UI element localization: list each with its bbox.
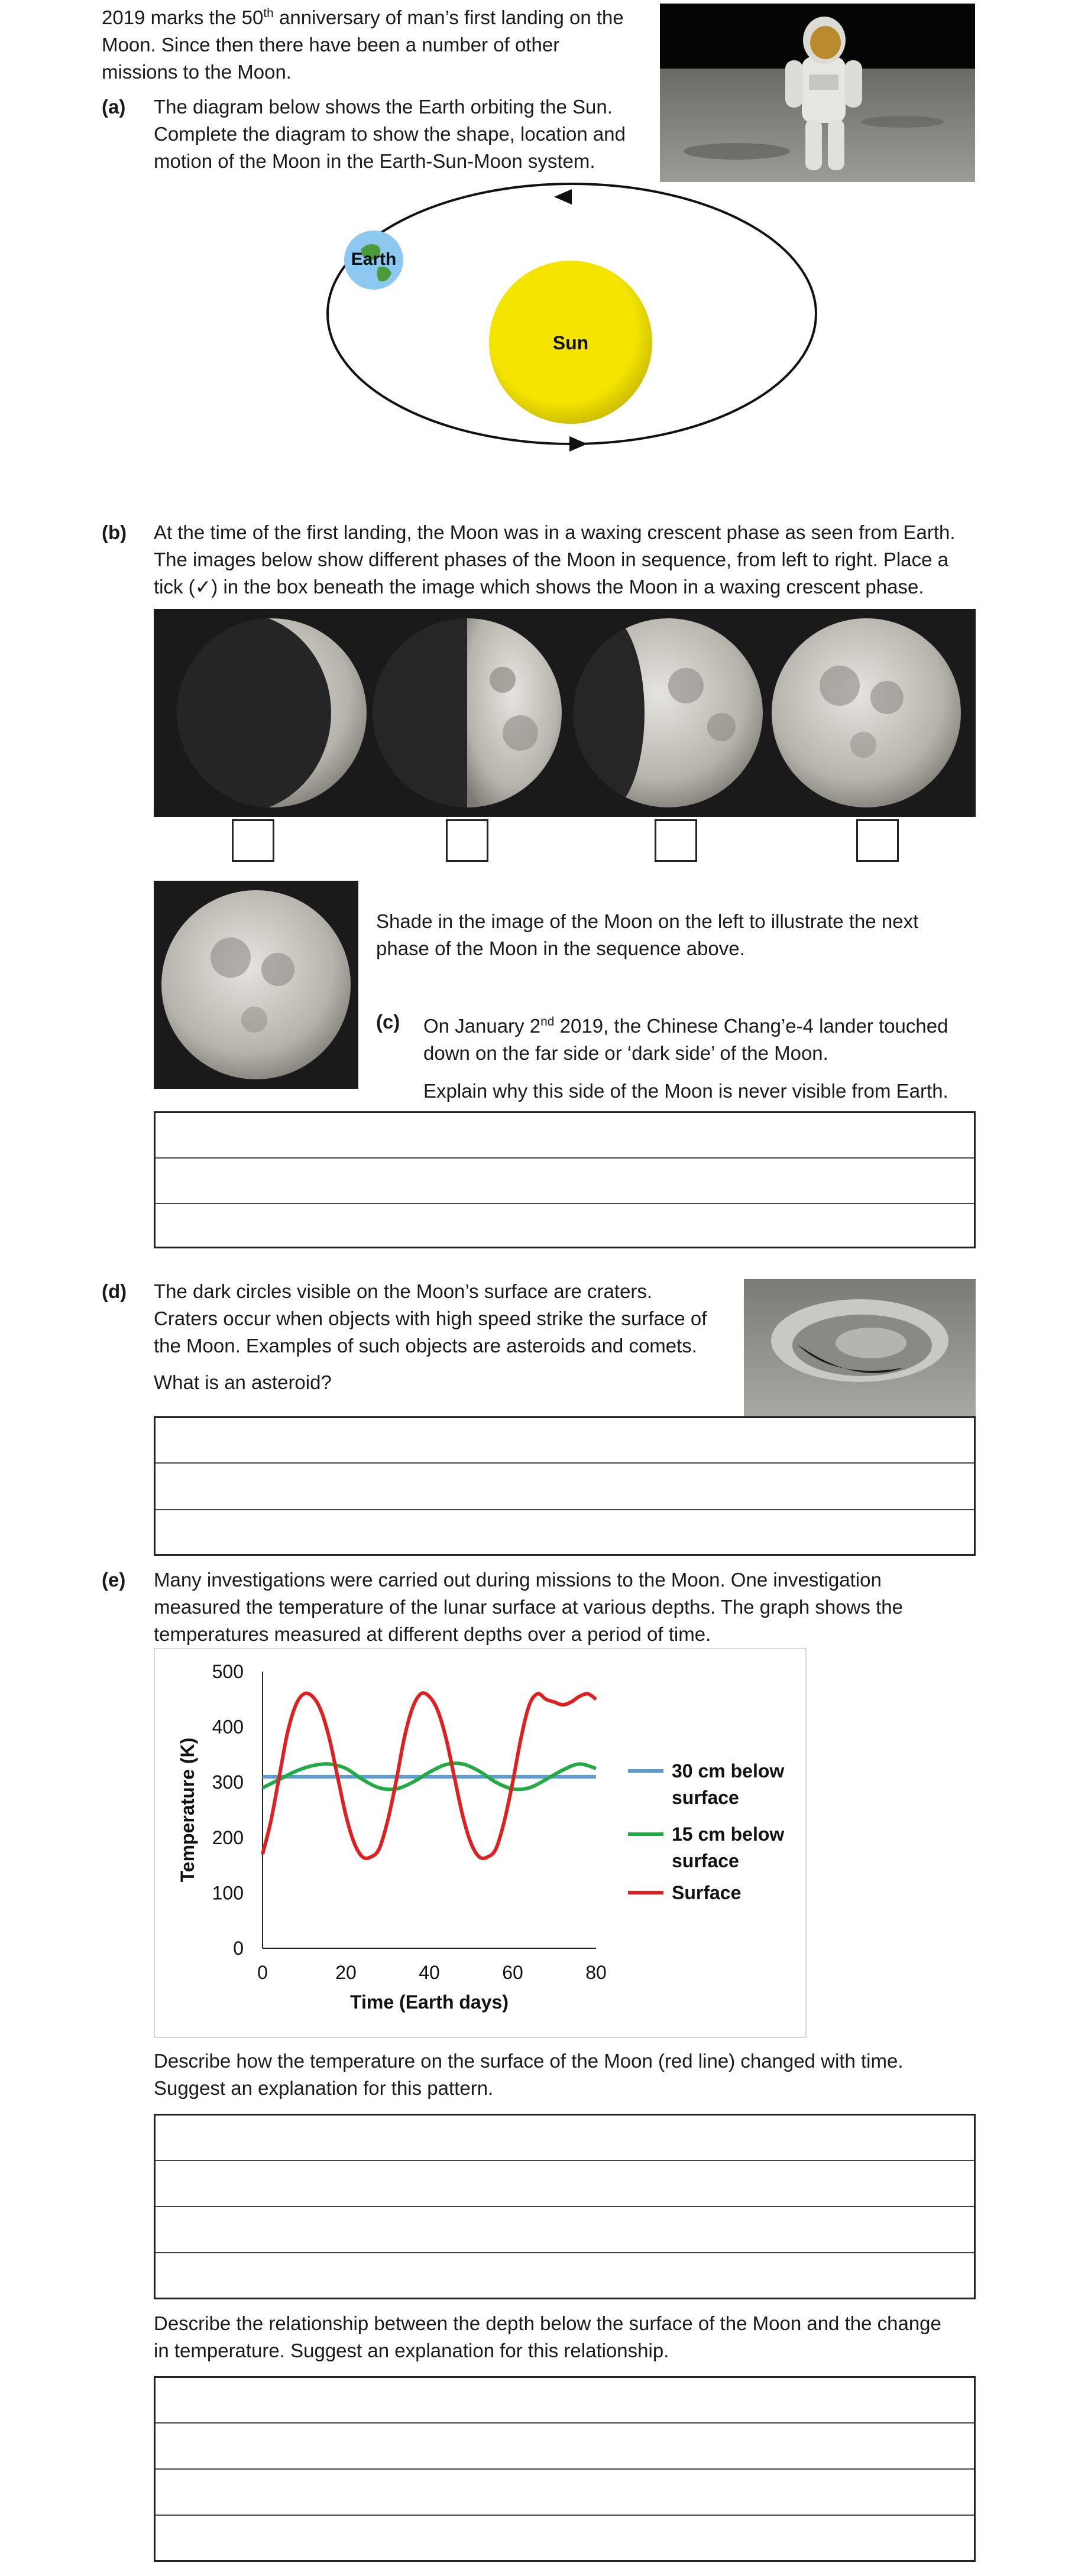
shade-instruction [376, 908, 979, 962]
part-b-line-3: tick (✓) in the box beneath the image which shows the Moon in a waxing crescent phase. [154, 576, 924, 598]
part-c-line-1: On January 2nd 2019, the Chinese Chang’e-4 lander touched [423, 1015, 948, 1037]
legend-label-1: 30 cm below [672, 1760, 785, 1782]
answer-line [156, 1203, 974, 1204]
shade-line-2: phase of the Moon in the sequence above. [376, 937, 745, 959]
part-a-label: (a) [102, 96, 126, 118]
part-b-line-2: The images below show different phases of the Moon in sequence, from left to right. Place a [154, 549, 948, 570]
part-b-line-1: At the time of the first landing, the Moon was in a waxing crescent phase as seen from Earth. [154, 521, 956, 543]
answer-line [156, 1157, 974, 1159]
x-tick-labels [257, 1962, 607, 1983]
part-a-line-2: Complete the diagram to show the shape, location and [154, 123, 626, 145]
intro-line-1: 2019 marks the 50th anniversary of man’s first landing on the [102, 7, 624, 28]
legend-label-1-cont: surface [672, 1787, 739, 1808]
y-tick-label: 0 [233, 1938, 244, 1959]
intro-paragraph [102, 0, 652, 86]
part-e-line-2: measured the temperature of the lunar surface at various depths. The graph shows the [154, 1596, 903, 1618]
x-axis-label: Time (Earth days) [350, 1991, 509, 2013]
y-tick-label: 200 [212, 1826, 244, 1848]
y-axis-label: Temperature (K) [177, 1737, 198, 1883]
part-e-question-2 [154, 2310, 1041, 2364]
astronaut-image [660, 4, 975, 182]
astronaut-photo [660, 4, 975, 182]
x-tick-label: 60 [502, 1962, 523, 1983]
orbit-arrow-bottom [569, 436, 587, 452]
y-tick-labels [212, 1661, 244, 1959]
part-e-text [154, 1566, 1041, 1648]
answer-line [156, 2160, 974, 2161]
legend-label-3: Surface [672, 1882, 742, 1903]
part-e-q1-line-1: Describe how the temperature on the surface of the Moon (red line) changed with time. [154, 2050, 904, 2072]
y-tick-label: 500 [212, 1661, 244, 1682]
part-d-line-2: Craters occur when objects with high speed strike the surface of [154, 1308, 707, 1329]
y-tick-label: 400 [212, 1716, 244, 1738]
answer-line [156, 2206, 974, 2207]
part-e-line-1: Many investigations were carried out during missions to the Moon. One investigation [154, 1569, 882, 1591]
part-d-label: (d) [102, 1280, 127, 1302]
crater-photo [744, 1279, 976, 1416]
x-tick-label: 20 [335, 1962, 357, 1983]
sun-label: Sun [552, 332, 589, 353]
part-e-q1-line-2: Suggest an explanation for this pattern. [154, 2077, 494, 2099]
moon-shade-image[interactable] [154, 881, 358, 1089]
part-d-line-3: the Moon. Examples of such objects are asteroids and comets. [154, 1335, 697, 1357]
part-e-label: (e) [102, 1569, 126, 1591]
x-tick-label: 0 [257, 1962, 268, 1983]
intro-line-3: missions to the Moon. [102, 61, 292, 83]
part-c-line-3: Explain why this side of the Moon is never visible from Earth. [423, 1080, 948, 1102]
answer-line [156, 2515, 974, 2516]
moon-phases-strip [154, 609, 976, 817]
part-d-question: What is an asteroid? [154, 1371, 332, 1393]
part-b-label: (b) [102, 521, 127, 543]
answer-line [156, 1462, 974, 1464]
answer-box-c[interactable] [154, 1111, 976, 1248]
part-e-question-1 [154, 2048, 1041, 2102]
part-a-line-1: The diagram below shows the Earth orbiting the Sun. [154, 96, 613, 118]
tick-box-phase-4[interactable] [856, 819, 899, 862]
temperature-chart [155, 1649, 805, 2037]
part-a-line-3: motion of the Moon in the Earth-Sun-Moon system. [154, 150, 595, 172]
chart-legend [628, 1760, 784, 1903]
legend-label-2-cont: surface [672, 1850, 739, 1871]
answer-line [156, 2422, 974, 2423]
x-tick-label: 40 [419, 1962, 440, 1983]
chart-axes [263, 1672, 596, 1948]
part-a-text [154, 93, 650, 175]
part-e-line-3: temperatures measured at different depths over a period of time. [154, 1623, 711, 1645]
part-d-text [154, 1278, 745, 1396]
part-e-q2-line-2: in temperature. Suggest an explanation for this relationship. [154, 2340, 669, 2361]
earth-sun-orbit-diagram [313, 177, 834, 508]
chart-series-lines [263, 1693, 596, 1858]
part-c-line-2: down on the far side or ‘dark side’ of the Moon. [423, 1042, 828, 1064]
shade-line-1: Shade in the image of the Moon on the left to illustrate the next [376, 910, 919, 932]
y-tick-label: 100 [212, 1882, 244, 1904]
answer-box-e2[interactable] [154, 2376, 976, 2562]
part-c-label: (c) [376, 1011, 400, 1033]
part-b-text [154, 519, 1041, 601]
part-d-line-1: The dark circles visible on the Moon’s surface are craters. [154, 1280, 653, 1302]
tick-box-phase-1[interactable] [232, 819, 274, 862]
tick-box-phase-2[interactable] [446, 819, 488, 862]
moon-phase-4 [772, 618, 961, 807]
answer-box-d[interactable] [154, 1416, 976, 1556]
legend-label-2: 15 cm below [672, 1824, 785, 1845]
intro-line-2: Moon. Since then there have been a number of other [102, 34, 560, 56]
earth-label: Earth [351, 249, 397, 269]
part-e-q2-line-1: Describe the relationship between the depth below the surface of the Moon and the change [154, 2312, 941, 2334]
answer-line [156, 2252, 974, 2253]
part-c-text [423, 1008, 991, 1105]
answer-line [156, 1509, 974, 1510]
orbit-arrow-top [554, 189, 572, 205]
tick-box-phase-3[interactable] [655, 819, 697, 862]
answer-line [156, 2468, 974, 2470]
answer-box-e1[interactable] [154, 2114, 976, 2299]
x-tick-label: 80 [585, 1962, 607, 1983]
temperature-chart-frame [154, 1648, 807, 2038]
y-tick-label: 300 [212, 1772, 244, 1793]
